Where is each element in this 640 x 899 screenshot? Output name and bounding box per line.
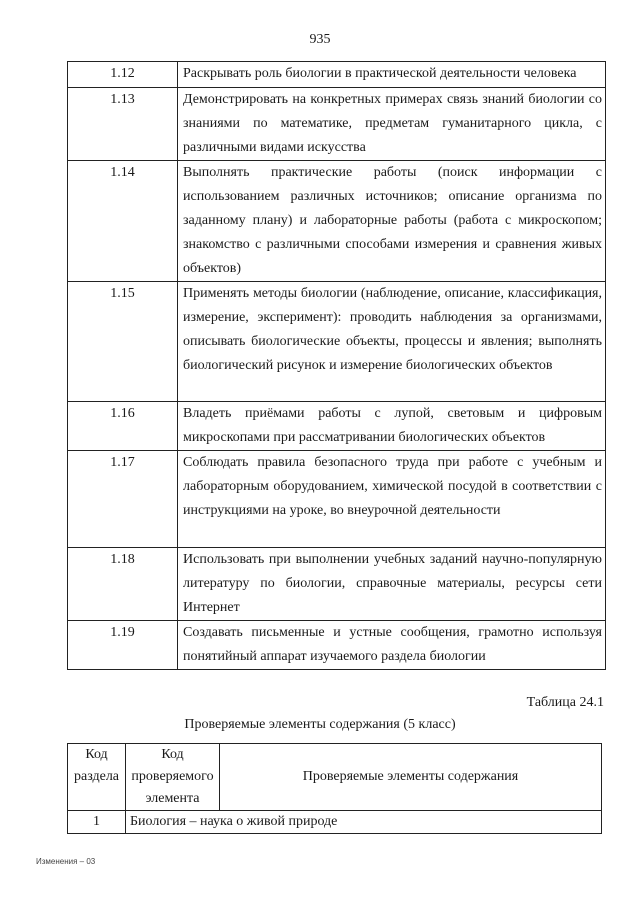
requirement-text: Выполнять практические работы (поиск информации с использованием различных источников; описание организма по заданному плану) и лабораторные работы (работа с микроскопом; знакомство с различными способами измерения и сравнения живых объектов) (178, 161, 606, 282)
requirement-text: Создавать письменные и устные сообщения, грамотно используя понятийный аппарат изучаемого раздела биологии (178, 621, 606, 670)
requirement-code: 1.16 (68, 402, 178, 451)
table-header-row (68, 744, 602, 811)
page-number: 935 (309, 32, 331, 47)
table-row (68, 161, 606, 282)
table-row (68, 282, 606, 402)
section-code: 1 (68, 811, 126, 834)
requirement-code: 1.17 (68, 451, 178, 548)
requirement-text: Раскрывать роль биологии в практической деятельности человека (178, 62, 606, 88)
requirement-code: 1.12 (68, 62, 178, 88)
requirement-text: Демонстрировать на конкретных примерах связь знаний биологии со знаниями по математике, предметам гуманитарного цикла, с различными видами искусства (178, 88, 606, 161)
table-row (68, 402, 606, 451)
requirement-text: Соблюдать правила безопасного труда при работе с учебным и лабораторным оборудованием, химической посудой в соответствии с инструкциями на уроке, во внеурочной деятельности (178, 451, 606, 548)
table-row (68, 451, 606, 548)
header-elements: Проверяемые элементы содержания (220, 744, 602, 811)
table-row (68, 62, 606, 88)
table-caption: Таблица 24.1 (526, 695, 604, 710)
table-row (68, 811, 602, 834)
requirement-text: Применять методы биологии (наблюдение, описание, классификация, измерение, эксперимент): проводить наблюдения за организмами, описывать биологические объекты, процессы и явления; выполнять биологический рисунок и измерение биологических объектов (178, 282, 606, 402)
requirement-text: Использовать при выполнении учебных заданий научно-популярную литературу по биологии, справочные материалы, ресурсы сети Интернет (178, 548, 606, 621)
content-elements-table (67, 743, 602, 834)
requirement-code: 1.13 (68, 88, 178, 161)
requirements-table (67, 61, 606, 670)
section-title: Биология – наука о живой природе (126, 811, 602, 834)
table-row (68, 548, 606, 621)
table-row (68, 621, 606, 670)
footer-note: Изменения – 03 (36, 857, 96, 866)
table-subtitle: Проверяемые элементы содержания (5 класс) (184, 717, 456, 732)
requirement-text: Владеть приёмами работы с лупой, световым и цифровым микроскопами при рассматривании биологических объектов (178, 402, 606, 451)
table-row (68, 88, 606, 161)
requirement-code: 1.18 (68, 548, 178, 621)
requirement-code: 1.19 (68, 621, 178, 670)
header-section-code: Код раздела (68, 744, 126, 811)
header-element-code: Код проверяемого элемента (126, 744, 220, 811)
requirement-code: 1.15 (68, 282, 178, 402)
requirement-code: 1.14 (68, 161, 178, 282)
